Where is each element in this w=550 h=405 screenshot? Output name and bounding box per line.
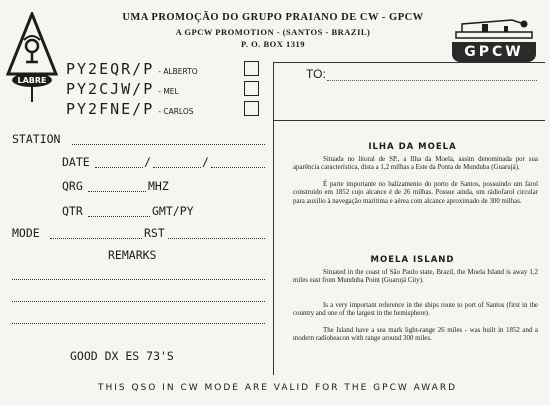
ilha-paragraph-2: É parte importante no balizamento do porto de Santos, possuindo um farol construido em 1852 cujo alcance é de 26 milhas. Possue ainda, um rádiofarol circular para auxilio à navegação maritima e aérea com alcance aproximado de 300 milhas. bbox=[293, 181, 538, 205]
moela-title: MOELA ISLAND bbox=[370, 255, 455, 265]
moela-paragraph-2: Is a very important reference in the ships route to port of Santos (first in the country and one of the largest in the hemisphere). bbox=[293, 302, 538, 318]
date-separator: / bbox=[144, 155, 151, 169]
rst-field[interactable] bbox=[168, 229, 265, 239]
remarks-line[interactable] bbox=[12, 270, 265, 280]
remarks-label: REMARKS bbox=[108, 248, 157, 262]
operator-callsign: PY2EQR/P bbox=[66, 60, 155, 78]
ilha-paragraph-1: Situada no litoral de SP., a Ilha da Moela, assim denominada por sua aparência característica, dista a 1,2 milhas a Este da Ponta de Munduba (Guarujá). bbox=[293, 156, 538, 172]
operator-name: - ALBERTO bbox=[158, 67, 198, 76]
header-title: UMA PROMOÇÃO DO GRUPO PRAIANO DE CW - GPCW bbox=[122, 12, 424, 23]
labre-logo-text: LABRE bbox=[17, 76, 47, 85]
labre-logo bbox=[6, 12, 58, 104]
address-divider bbox=[273, 120, 545, 121]
date-month-field[interactable] bbox=[153, 158, 201, 168]
date-label: DATE bbox=[62, 155, 90, 169]
good-dx-text: GOOD DX ES 73'S bbox=[70, 349, 174, 363]
award-text: THIS QSO IN CW MODE ARE VALID FOR THE GPCW AWARD bbox=[97, 383, 458, 393]
date-year-field[interactable] bbox=[211, 158, 265, 168]
gpcw-logo: GPCW bbox=[452, 42, 536, 62]
operator-row bbox=[66, 80, 179, 98]
qtr-label: QTR bbox=[62, 204, 83, 218]
mode-field[interactable] bbox=[50, 229, 142, 239]
ilha-title: ILHA DA MOELA bbox=[368, 142, 457, 152]
qrg-label: QRG bbox=[62, 179, 83, 193]
operator-checkbox[interactable] bbox=[244, 61, 259, 76]
remarks-line[interactable] bbox=[12, 314, 265, 324]
moela-paragraph-3: The Island have a sea mark light-range 26 miles - was built in 1852 and a modern radiobeacon with range around 300 miles. bbox=[293, 327, 538, 343]
qrg-field[interactable] bbox=[88, 182, 146, 192]
telegraph-key-icon bbox=[452, 14, 536, 40]
operator-row bbox=[66, 100, 194, 118]
operator-row bbox=[66, 60, 198, 78]
operator-checkbox[interactable] bbox=[244, 101, 259, 116]
moela-paragraph-1: Situated in the coast of São Paulo state, Brazil, the Moela Island is away 1,2 miles east from Munduba Point (Guarujá City). bbox=[293, 269, 538, 285]
operator-checkbox[interactable] bbox=[244, 81, 259, 96]
rst-label: RST bbox=[144, 226, 165, 240]
date-separator: / bbox=[202, 155, 209, 169]
station-field[interactable] bbox=[72, 135, 265, 145]
header-po-box: P. O. BOX 1319 bbox=[240, 39, 306, 49]
qtr-field[interactable] bbox=[88, 207, 150, 217]
station-label: STATION bbox=[12, 132, 61, 146]
address-field[interactable] bbox=[327, 80, 537, 81]
gmt-label: GMT/PY bbox=[152, 204, 194, 218]
remarks-line[interactable] bbox=[12, 292, 265, 302]
operator-name: - MEL bbox=[158, 87, 179, 96]
mhz-label: MHZ bbox=[148, 179, 169, 193]
mode-label: MODE bbox=[12, 226, 40, 240]
operator-callsign: PY2CJW/P bbox=[66, 80, 155, 98]
to-label: TO: bbox=[306, 67, 326, 81]
operator-name: - CARLOS bbox=[158, 107, 194, 116]
date-day-field[interactable] bbox=[95, 158, 143, 168]
operator-callsign: PY2FNE/P bbox=[66, 100, 155, 118]
header-subtitle: A GPCW PROMOTION - (SANTOS - BRAZIL) bbox=[175, 27, 371, 37]
